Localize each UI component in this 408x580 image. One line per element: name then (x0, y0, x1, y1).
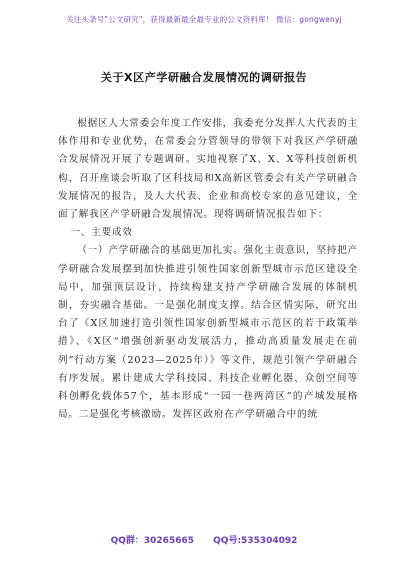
header-banner: 关注头条号"公文研究"，获得最新最全最专业的公文资料库！ 微信：gongwenyj (66, 15, 342, 24)
subsection-paragraph: （一）产学研融合的基础更加扎实。强化主责意识，坚持把产学研融合发展摆到加快推进引领性国家创新型城市示范区建设全局中，加强顶层设计，持续构建支持产学研融合发展的体制机制，夯实融合基础。一是强化制度支撑。结合区情实际，研究出台了《X区加速打造引领性国家创新型城市示范区的若干政策举措》、《X区“增强创新驱动发展活力，推动高质量发展走在前列”行动方案（2023—2025年）》等文件，规范引领产学研融合有序发展。累计建成大学科技园、科技企业孵化器、众创空间等科创孵化载体57个，基本形成“一园一巷两湾区”的产城发展格局。二是强化考核激励。发挥区政府在产学研融合中的统 (58, 245, 358, 421)
footer-qq-group: QQ群：30265665 (110, 536, 194, 546)
section-heading: 一、主要成效 (70, 227, 133, 239)
footer-contact (0, 533, 408, 546)
document-title: 关于X区产学研融合发展情况的调研报告 (100, 71, 308, 84)
document-body (58, 115, 358, 424)
intro-paragraph: 根据区人大常委会年度工作安排，我委充分发挥人大代表的主体作用和专业优势，在常委会分管领导的带领下对我区产学研融合发展情况开展了专题调研。实地视察了X、X、X等科技创新机构，召开座谈会听取了区科技局和X高新区管委会有关产学研融合发展情况的报告，及人大代表、企业和高校专家的意见建议，全面了解我区产学研融合发展情况。现将调研情况报告如下： (58, 118, 358, 221)
footer-qq-number: QQ号:535304092 (213, 536, 298, 546)
